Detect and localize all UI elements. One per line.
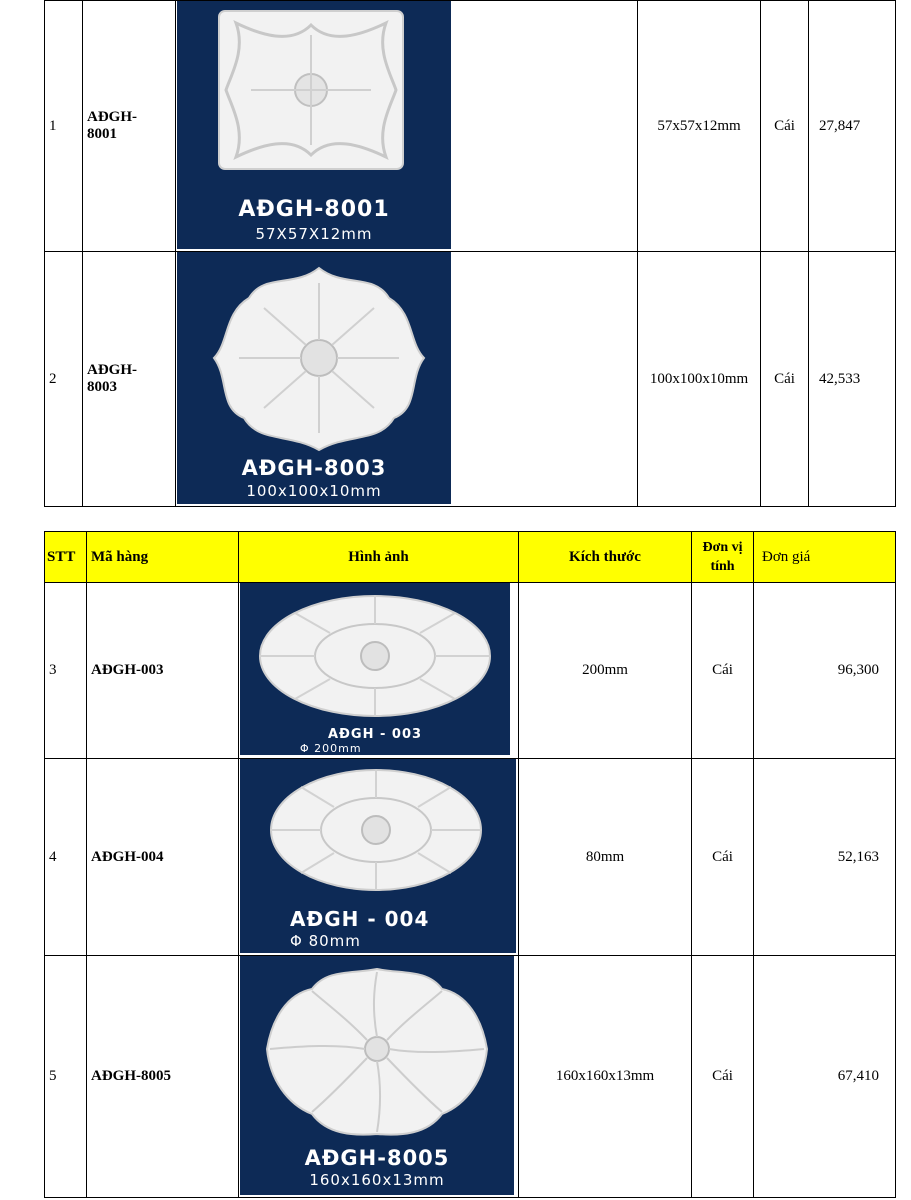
- product-code-line2: 8001: [87, 126, 117, 142]
- price-cell: 67,410: [754, 956, 896, 1198]
- stt-cell: 3: [45, 583, 87, 759]
- product-code-line1: AĐGH-: [87, 109, 137, 125]
- header-unit-line1: Đơn vị: [702, 540, 743, 555]
- size-cell: 57x57x12mm: [638, 1, 761, 252]
- product-image-cell: [239, 583, 519, 759]
- image-caption-size: 160x160x13mm: [309, 1171, 445, 1189]
- product-image-cell: [239, 759, 519, 956]
- image-caption-code: AĐGH-8001: [238, 197, 390, 222]
- image-caption-code: AĐGH-8005: [304, 1146, 450, 1170]
- product-code-cell: [83, 1, 176, 252]
- table-row: [45, 583, 896, 759]
- price-cell: 27,847: [809, 1, 896, 252]
- product-image-panel: [240, 759, 516, 953]
- product-image-cell: [176, 1, 638, 252]
- flower-rosette-icon: [255, 591, 495, 721]
- product-code-line1: AĐGH-: [87, 362, 137, 378]
- size-cell: 160x160x13mm: [519, 956, 692, 1198]
- table-header-row: [45, 532, 896, 583]
- petal-rosette-icon: [262, 964, 492, 1139]
- header-size: Kích thước: [519, 532, 692, 583]
- price-cell: 96,300: [754, 583, 896, 759]
- image-caption-size: Φ 200mm: [300, 742, 362, 755]
- header-unit-line2: tính: [710, 559, 735, 574]
- header-stt: STT: [45, 532, 87, 583]
- unit-cell: Cái: [692, 956, 754, 1198]
- bottom-product-table: [44, 531, 896, 1198]
- image-caption-code: AĐGH - 003: [327, 727, 423, 742]
- image-caption-size: Φ 80mm: [290, 932, 361, 950]
- round-flower-rosette-icon: [199, 258, 439, 458]
- product-code-cell: AĐGH-8005: [87, 956, 239, 1198]
- stt-cell: 5: [45, 956, 87, 1198]
- image-caption-size: 100x100x10mm: [246, 482, 382, 500]
- header-code: Mã hàng: [87, 532, 239, 583]
- stt-cell: 4: [45, 759, 87, 956]
- unit-cell: Cái: [761, 252, 809, 507]
- header-image: Hình ảnh: [239, 532, 519, 583]
- product-code-cell: AĐGH-004: [87, 759, 239, 956]
- table-row: [45, 252, 896, 507]
- product-image-cell: [176, 252, 638, 507]
- table-row: [45, 956, 896, 1198]
- unit-cell: Cái: [761, 1, 809, 252]
- stt-cell: 1: [45, 1, 83, 252]
- stt-cell: 2: [45, 252, 83, 507]
- flower-rosette-icon: [266, 765, 486, 895]
- header-price: Đơn giá: [754, 532, 896, 583]
- table-row: [45, 759, 896, 956]
- product-code-line2: 8003: [87, 379, 117, 395]
- header-unit: [692, 532, 754, 583]
- product-image-panel: [240, 583, 510, 755]
- product-image-panel: [177, 252, 451, 504]
- product-image-cell: [239, 956, 519, 1198]
- image-caption-code: AĐGH - 004: [290, 907, 430, 931]
- table-row: [45, 1, 896, 252]
- size-cell: 200mm: [519, 583, 692, 759]
- price-cell: 52,163: [754, 759, 896, 956]
- unit-cell: Cái: [692, 583, 754, 759]
- size-cell: 80mm: [519, 759, 692, 956]
- unit-cell: Cái: [692, 759, 754, 956]
- image-caption-code: AĐGH-8003: [241, 456, 387, 480]
- product-code-cell: AĐGH-003: [87, 583, 239, 759]
- top-product-table: [44, 0, 896, 507]
- product-code-cell: [83, 252, 176, 507]
- size-cell: 100x100x10mm: [638, 252, 761, 507]
- product-image-panel: [177, 1, 451, 249]
- price-cell: 42,533: [809, 252, 896, 507]
- square-leaf-rosette-icon: [211, 5, 411, 175]
- product-image-panel: [240, 956, 514, 1195]
- image-caption-size: 57X57X12mm: [255, 225, 373, 243]
